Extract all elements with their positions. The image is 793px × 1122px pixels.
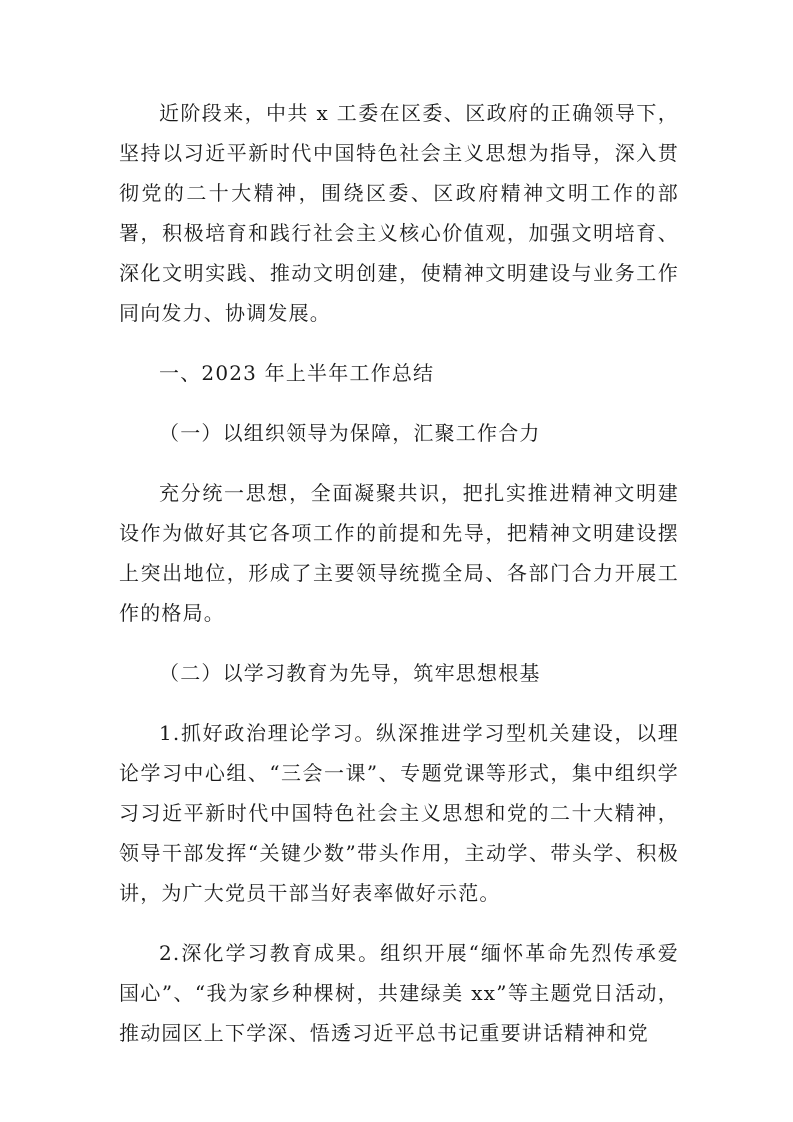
subsection-heading-1: （一）以组织领导为保障，汇聚工作合力 (159, 421, 541, 445)
subsection-heading-2: （二）以学习教育为先导，筑牢思想根基 (159, 661, 541, 685)
paragraph-organization: 充分统一思想，全面凝聚共识，把扎实推进精神文明建设作为做好其它各项工作的前提和先导，把精神文明建设摆上突出地位，形成了主要领导统揽全局、各部门合力开展工作的格局。 (119, 481, 679, 625)
paragraph-education-results: 2.深化学习教育成果。组织开展“缅怀革命先烈传承爱国心”、“我为家乡种棵树，共建绿美 xx”等主题党日活动，推动园区上下学深、悟透习近平总书记重要讲话精神和党 (119, 941, 679, 1045)
intro-paragraph: 近阶段来，中共 x 工委在区委、区政府的正确领导下，坚持以习近平新时代中国特色社会主义思想为指导，深入贯彻党的二十大精神，围绕区委、区政府精神文明工作的部署，积极培育和践行社会主义核心价值观，加强文明培育、深化文明实践、推动文明创建，使精神文明建设与业务工作同向发力、协调发展。 (119, 101, 679, 325)
paragraph-theory-study: 1.抓好政治理论学习。纵深推进学习型机关建设，以理论学习中心组、“三会一课”、专题党课等形式，集中组织学习习近平新时代中国特色社会主义思想和党的二十大精神，领导干部发挥“关键少数”带头作用，主动学、带头学、积极讲，为广大党员干部当好表率做好示范。 (119, 721, 679, 905)
section-heading-1: 一、2023 年上半年工作总结 (159, 361, 435, 385)
document-body (119, 93, 679, 1073)
